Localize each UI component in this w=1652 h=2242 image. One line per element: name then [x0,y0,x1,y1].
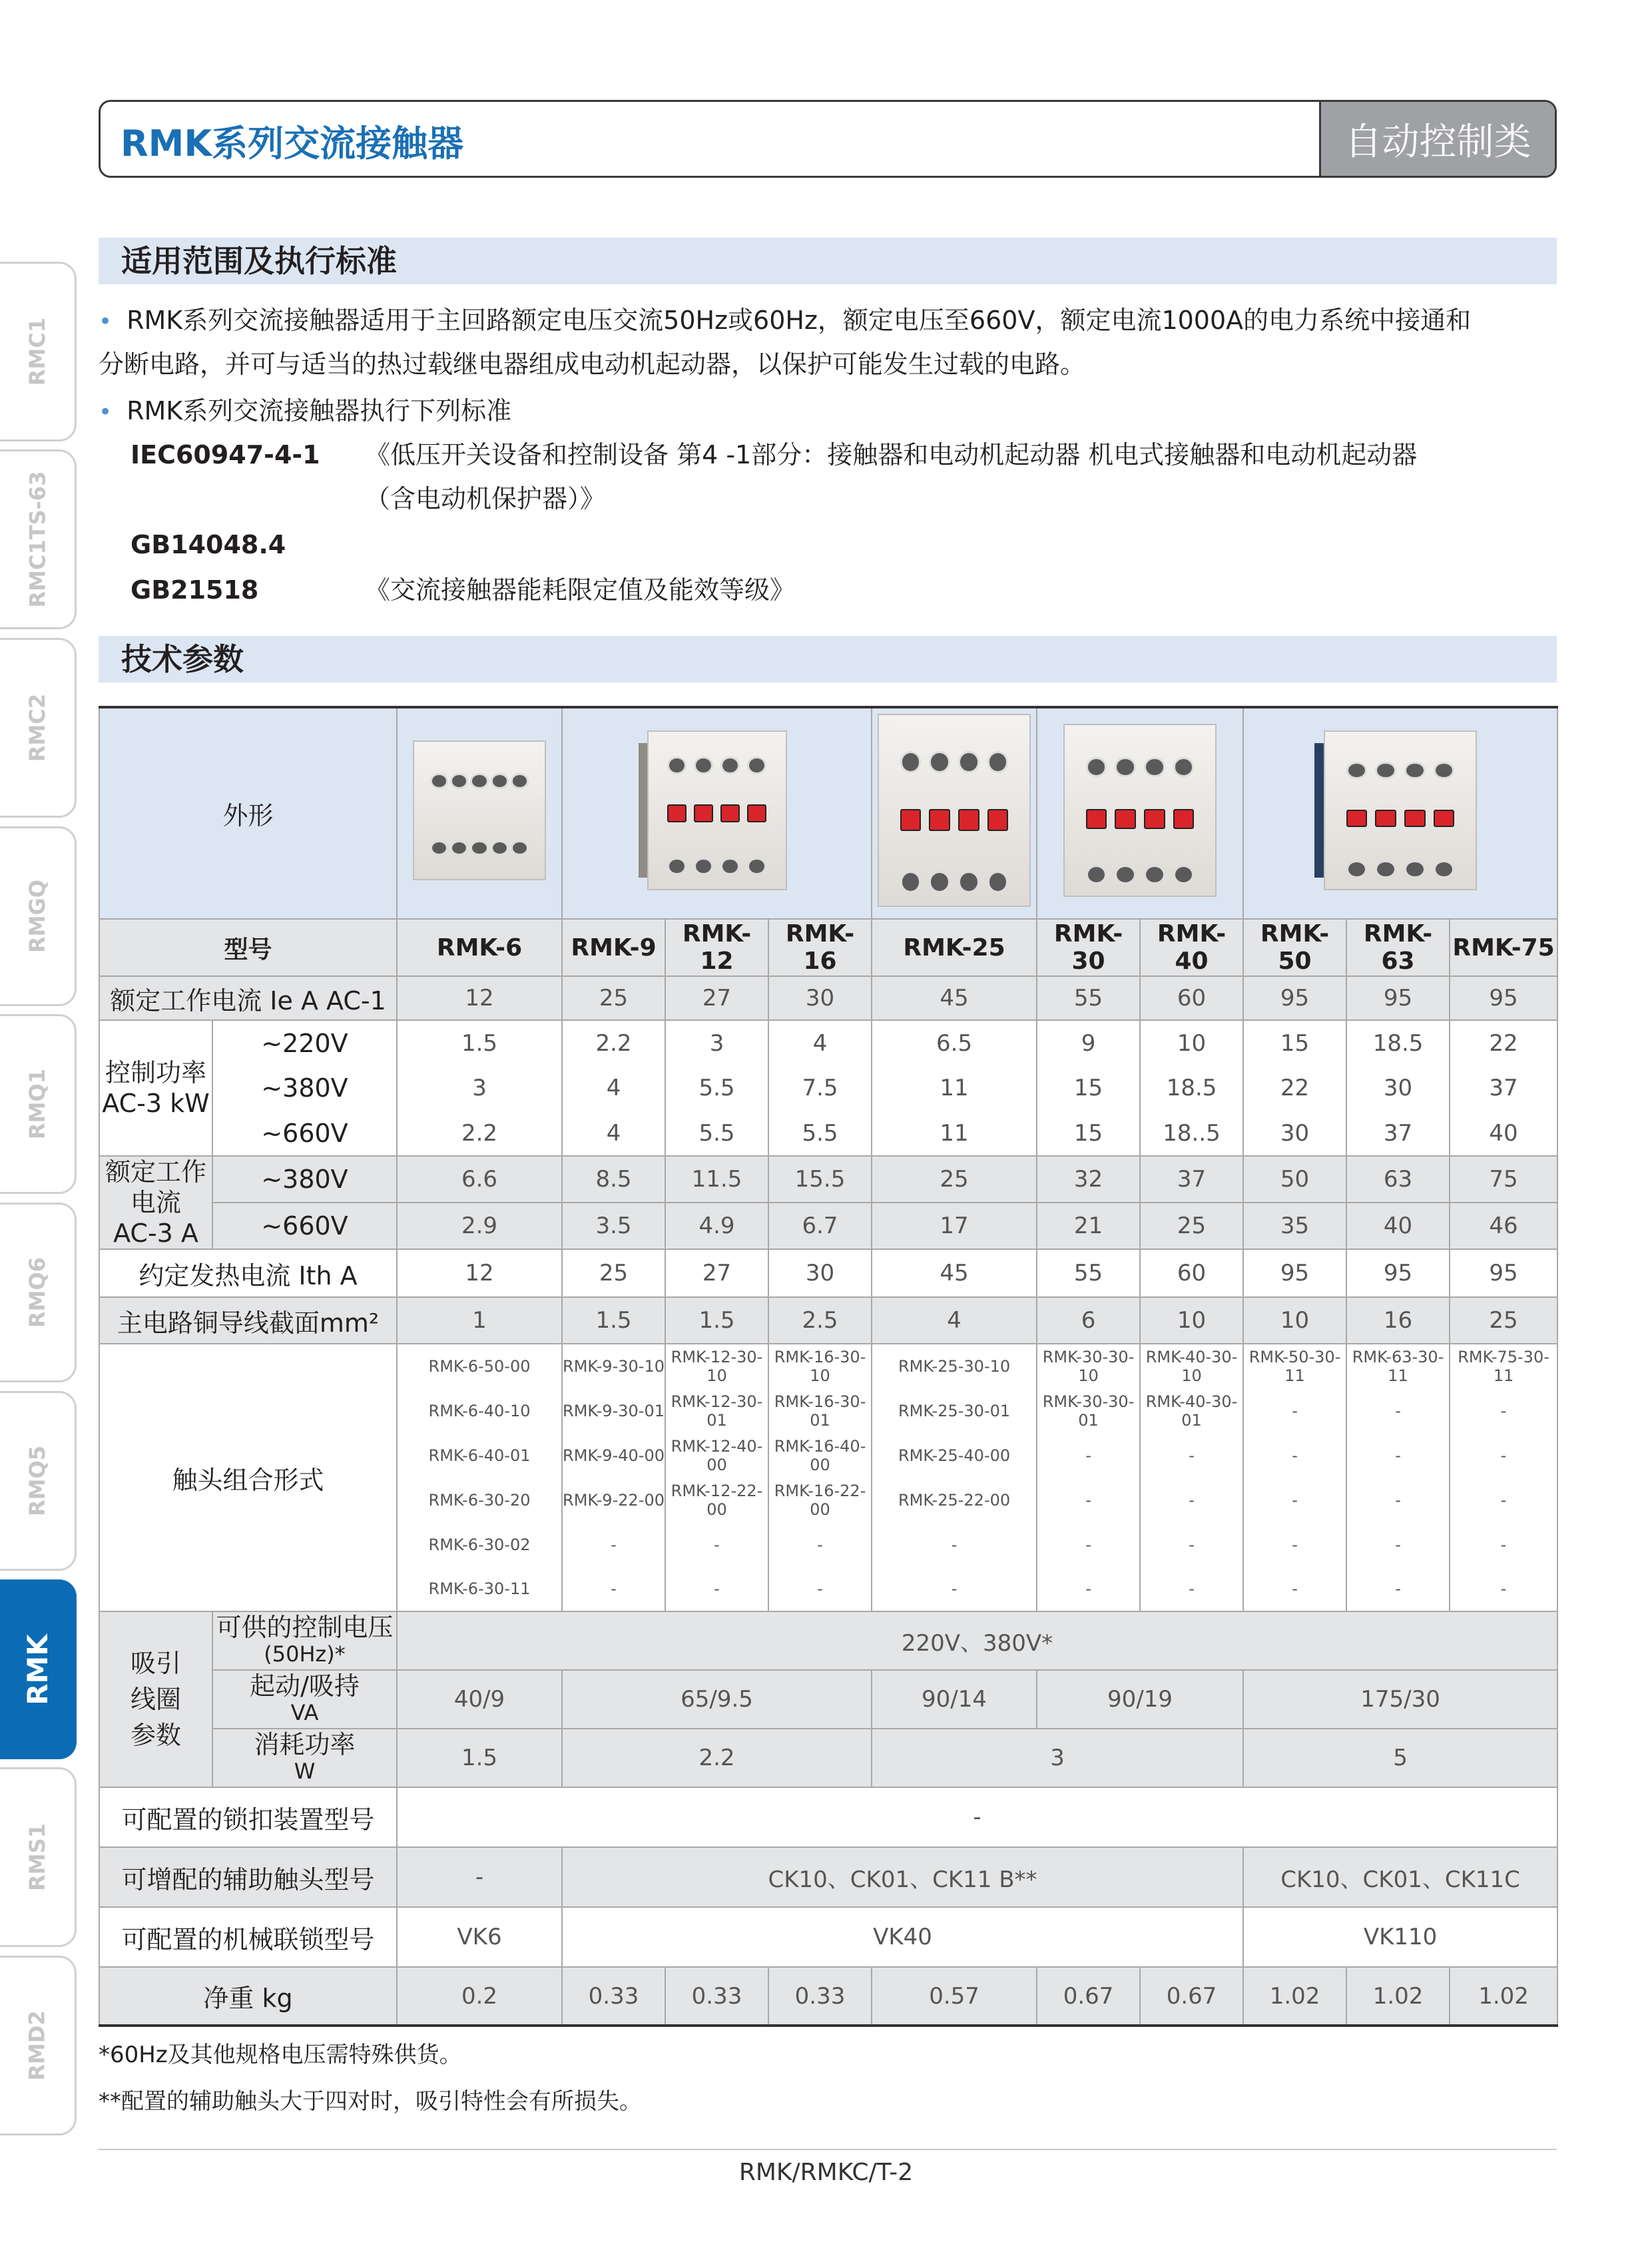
value-cell: 15 [1037,1065,1140,1111]
product-image-rmk25 [872,707,1037,919]
contact-cell: - [1140,1522,1243,1567]
value-cell: VK6 [397,1907,562,1967]
value-cell: 95 [1450,1249,1557,1297]
contact-cell: - [1346,1388,1450,1433]
value-cell: 90/19 [1037,1670,1243,1729]
contact-cell: - [1140,1433,1243,1478]
coil-w-label: 消耗功率 W [212,1729,397,1787]
model-cell: RMK-9 [562,919,665,976]
contact-cell: - [1140,1478,1243,1522]
side-tab-rmgq[interactable]: RMGQ [0,826,77,1006]
value-cell: 65/9.5 [562,1670,872,1729]
contact-cell: RMK-16-40-00 [768,1433,872,1478]
model-cell: RMK-40 [1140,919,1243,976]
contact-cell: RMK-9-30-10 [562,1344,665,1388]
contact-cell: RMK-30-30-01 [1037,1388,1140,1433]
coil-voltage-value: 220V、380V* [397,1611,1557,1670]
value-cell: CK10、CK01、CK11C [1243,1847,1557,1907]
value-cell: 1.5 [665,1297,768,1344]
value-cell: 0.2 [397,1967,562,2026]
contact-cell: RMK-40-30-10 [1140,1344,1243,1388]
value-cell: 30 [768,976,872,1020]
value-cell: 0.33 [768,1967,872,2026]
contact-cell: - [1450,1388,1557,1433]
voltage-label: ~380V [212,1156,397,1203]
coil-va-row [99,1670,1557,1729]
product-image-rmk50-75 [1243,707,1557,919]
ac3-row [99,1203,1557,1249]
value-cell: 60 [1140,1249,1243,1297]
value-cell: 63 [1346,1156,1450,1203]
wire-row [99,1297,1557,1344]
value-cell: 1.02 [1450,1967,1557,2026]
value-cell: 1 [397,1297,562,1344]
contact-cell: - [562,1522,665,1567]
product-image-rmk30-40 [1037,707,1243,919]
value-cell: 18.5 [1346,1020,1450,1065]
model-cell: RMK-63 [1346,919,1450,976]
value-cell: 6.5 [872,1020,1037,1065]
value-cell: 60 [1140,976,1243,1020]
value-cell: 25 [1450,1297,1557,1344]
contact-cell: RMK-16-30-01 [768,1388,872,1433]
contact-cell: - [1243,1567,1346,1611]
value-cell: VK40 [562,1907,1243,1967]
contact-cell: RMK-12-22-00 [665,1478,768,1522]
contact-cell: - [1346,1433,1450,1478]
model-row [99,919,1557,976]
page-title: RMK系列交流接触器 [121,123,464,164]
weight-label: 净重 kg [99,1967,397,2026]
model-cell: RMK-50 [1243,919,1346,976]
side-tab-rmc2[interactable]: RMC2 [0,638,77,818]
value-cell: VK110 [1243,1907,1557,1967]
side-tab-rmc1ts-63[interactable]: RMC1TS-63 [0,449,77,629]
contact-cell: RMK-25-30-10 [872,1344,1037,1388]
value-cell: 25 [872,1156,1037,1203]
appearance-label: 外形 [99,707,397,919]
value-cell: 16 [1346,1297,1450,1344]
value-cell: 95 [1243,1249,1346,1297]
value-cell: 2.2 [562,1729,872,1787]
voltage-label: ~660V [212,1203,397,1249]
contact-cell: - [1450,1478,1557,1522]
value-cell: 45 [872,976,1037,1020]
ac3-row [99,1156,1557,1203]
ith-label: 约定发热电流 Ith A [99,1249,397,1297]
side-tab-rmq6[interactable]: RMQ6 [0,1203,77,1382]
side-tab-rms1[interactable]: RMS1 [0,1767,77,1947]
value-cell: 5 [1243,1729,1557,1787]
value-cell: 55 [1037,976,1140,1020]
model-cell: RMK-16 [768,919,872,976]
contact-cell: RMK-6-30-02 [397,1522,562,1567]
value-cell: 95 [1346,976,1450,1020]
product-image-rmk6 [397,707,562,919]
value-cell: 35 [1243,1203,1346,1249]
value-cell: 30 [1243,1111,1346,1156]
value-cell: 18..5 [1140,1111,1243,1156]
value-cell: 4 [768,1020,872,1065]
value-cell: 18.5 [1140,1065,1243,1111]
value-cell: 1.5 [397,1020,562,1065]
standard-title: 《交流接触器能耗限定值及能效等级》 [365,575,796,605]
value-cell: 2.2 [397,1111,562,1156]
weight-row [99,1967,1557,2026]
value-cell: 0.67 [1140,1967,1243,2026]
value-cell: 27 [665,1249,768,1297]
model-cell: RMK-6 [397,919,562,976]
contact-cell: RMK-6-30-20 [397,1478,562,1522]
lock-label: 可配置的锁扣装置型号 [99,1787,397,1847]
contact-cell: - [1450,1567,1557,1611]
coil-label: 吸引 线圈 参数 [99,1611,212,1787]
coil-w-row [99,1729,1557,1787]
voltage-label: ~220V [212,1020,397,1065]
contact-cell: RMK-9-22-00 [562,1478,665,1522]
coil-voltage-row [99,1611,1557,1670]
standard-title-cont: （含电动机保护器）》 [365,484,606,513]
spec-table [99,706,1558,2027]
contact-cell: - [1037,1433,1140,1478]
footnote: **配置的辅助触头大于四对时，吸引特性会有所损失。 [99,2088,642,2115]
value-cell: 25 [562,976,665,1020]
contact-cell: RMK-6-40-10 [397,1388,562,1433]
contact-row [99,1344,1557,1388]
value-cell: 10 [1140,1020,1243,1065]
contact-cell: - [872,1522,1037,1567]
value-cell: 4 [562,1111,665,1156]
scope-bullet-1: • RMK系列交流接触器适用于主回路额定电压交流50Hz或60Hz，额定电压至660V，额定电流1000A的电力系统中接通和 [99,306,1472,335]
coil-voltage-label: 可供的控制电压 (50Hz)* [212,1611,397,1670]
power-label: 控制功率 AC-3 kW [99,1020,212,1156]
value-cell: 3 [397,1065,562,1111]
wire-label: 主电路铜导线截面mm² [99,1297,397,1344]
power-row [99,1020,1557,1065]
voltage-label: ~380V [212,1065,397,1111]
value-cell: 55 [1037,1249,1140,1297]
value-cell: 0.57 [872,1967,1037,2026]
value-cell: 6 [1037,1297,1140,1344]
scope-bullet-1-cont: 分断电路，并可与适当的热过载继电器组成电动机起动器，以保护可能发生过载的电路。 [99,350,1086,379]
category-label: 自动控制类 [1319,102,1555,176]
value-cell: 46 [1450,1203,1557,1249]
value-cell: 1.5 [562,1297,665,1344]
side-tab-rmq5[interactable]: RMQ5 [0,1391,77,1571]
contact-cell: - [1140,1567,1243,1611]
contact-cell: RMK-25-30-01 [872,1388,1037,1433]
contact-cell: RMK-6-40-01 [397,1433,562,1478]
rated-current-row [99,976,1557,1020]
rated-current-label: 额定工作电流 Ie A AC-1 [99,976,397,1020]
product-image-rmk9-16 [562,707,872,919]
contact-label: 触头组合形式 [99,1344,397,1611]
value-cell: 15.5 [768,1156,872,1203]
value-cell: 5.5 [665,1065,768,1111]
value-cell: 15 [1037,1111,1140,1156]
value-cell: 2.2 [562,1020,665,1065]
contact-cell: RMK-25-22-00 [872,1478,1037,1522]
ac3-label: 额定工作 电流 AC-3 A [99,1156,212,1249]
value-cell: 21 [1037,1203,1140,1249]
value-cell: 4 [562,1065,665,1111]
value-cell: 0.67 [1037,1967,1140,2026]
contact-cell: RMK-12-30-10 [665,1344,768,1388]
contact-cell: - [1346,1478,1450,1522]
power-row [99,1111,1557,1156]
contact-cell: RMK-50-30-11 [1243,1344,1346,1388]
value-cell: 12 [397,976,562,1020]
value-cell: 95 [1243,976,1346,1020]
contact-cell: - [768,1522,872,1567]
contact-cell: RMK-12-40-00 [665,1433,768,1478]
side-tab-rmq1[interactable]: RMQ1 [0,1014,77,1194]
value-cell: 3 [665,1020,768,1065]
value-cell: 1.02 [1243,1967,1346,2026]
contact-cell: RMK-16-30-10 [768,1344,872,1388]
model-cell: RMK-25 [872,919,1037,976]
section-heading-tech: 技术参数 [99,636,1557,683]
value-cell: 2.5 [768,1297,872,1344]
value-cell: 11 [872,1111,1037,1156]
page-header [99,100,1557,178]
value-cell: 22 [1243,1065,1346,1111]
contact-cell: - [1243,1522,1346,1567]
contact-cell: - [872,1567,1037,1611]
mech-label: 可配置的机械联锁型号 [99,1907,397,1967]
power-row [99,1065,1557,1111]
side-tab-rmc1[interactable]: RMC1 [0,262,77,441]
coil-va-label: 起动/吸持 VA [212,1670,397,1729]
value-cell: 1.02 [1346,1967,1450,2026]
page-number: RMK/RMKC/T-2 [738,2159,914,2186]
value-cell: 7.5 [768,1065,872,1111]
contact-cell: - [1450,1522,1557,1567]
value-cell: 25 [1140,1203,1243,1249]
value-cell: 25 [562,1249,665,1297]
contact-cell: RMK-16-22-00 [768,1478,872,1522]
value-cell: 40 [1450,1111,1557,1156]
contact-cell: RMK-6-30-11 [397,1567,562,1611]
contact-cell: - [1346,1522,1450,1567]
value-cell: 95 [1346,1249,1450,1297]
contact-cell: - [768,1567,872,1611]
value-cell: 32 [1037,1156,1140,1203]
contact-cell: - [1037,1478,1140,1522]
ith-row [99,1249,1557,1297]
value-cell: 11 [872,1065,1037,1111]
contact-cell: - [1243,1433,1346,1478]
contact-cell: - [1450,1433,1557,1478]
section-heading-scope: 适用范围及执行标准 [99,238,1557,284]
value-cell: 0.33 [665,1967,768,2026]
model-cell: RMK-30 [1037,919,1140,976]
voltage-label: ~660V [212,1111,397,1156]
value-cell: 9 [1037,1020,1140,1065]
bullet-icon: • [99,308,113,335]
lock-row [99,1787,1557,1847]
footer-divider [99,2149,1557,2150]
contact-cell: - [1037,1567,1140,1611]
contact-cell: RMK-12-30-01 [665,1388,768,1433]
value-cell: 40/9 [397,1670,562,1729]
contact-cell: RMK-9-30-01 [562,1388,665,1433]
value-cell: 15 [1243,1020,1346,1065]
contact-cell: RMK-40-30-01 [1140,1388,1243,1433]
value-cell: 37 [1346,1111,1450,1156]
value-cell: 45 [872,1249,1037,1297]
model-cell: RMK-12 [665,919,768,976]
value-cell: 30 [768,1249,872,1297]
value-cell: 3.5 [562,1203,665,1249]
value-cell: 17 [872,1203,1037,1249]
value-cell: 4 [872,1297,1037,1344]
contact-cell: - [665,1522,768,1567]
value-cell: 175/30 [1243,1670,1557,1729]
value-cell: 50 [1243,1156,1346,1203]
value-cell: 6.6 [397,1156,562,1203]
value-cell: 10 [1243,1297,1346,1344]
value-cell: 2.9 [397,1203,562,1249]
contact-cell: RMK-25-40-00 [872,1433,1037,1478]
standard-code: IEC60947-4-1 [131,440,320,469]
contact-cell: - [1243,1478,1346,1522]
bullet-icon: • [99,399,113,425]
value-cell: 6.7 [768,1203,872,1249]
contact-cell: - [1037,1522,1140,1567]
value-cell: 37 [1450,1065,1557,1111]
value-cell: 75 [1450,1156,1557,1203]
value-cell: 5.5 [665,1111,768,1156]
value-cell: 11.5 [665,1156,768,1203]
value-cell: 40 [1346,1203,1450,1249]
lock-value: - [397,1787,1557,1847]
contact-cell: - [1346,1567,1450,1611]
value-cell: 90/14 [872,1670,1037,1729]
value-cell: 3 [872,1729,1243,1787]
value-cell: CK10、CK01、CK11 B** [562,1847,1243,1907]
value-cell: 27 [665,976,768,1020]
model-cell: RMK-75 [1450,919,1557,976]
value-cell: 10 [1140,1297,1243,1344]
value-cell: 5.5 [768,1111,872,1156]
value-cell: 95 [1450,976,1557,1020]
model-label: 型号 [99,919,397,976]
side-tab-rmk[interactable]: RMK [0,1579,77,1759]
contact-cell: RMK-9-40-00 [562,1433,665,1478]
contact-cell: RMK-63-30-11 [1346,1344,1450,1388]
aux-row [99,1847,1557,1907]
standard-title: 《低压开关设备和控制设备 第4 -1部分：接触器和电动机起动器 机电式接触器和电动机起动器 [365,440,1418,469]
contact-cell: - [562,1567,665,1611]
value-cell: 30 [1346,1065,1450,1111]
contact-cell: RMK-75-30-11 [1450,1344,1557,1388]
appearance-row [99,707,1557,919]
value-cell: 1.5 [397,1729,562,1787]
value-cell: - [397,1847,562,1907]
mech-row [99,1907,1557,1967]
contact-cell: RMK-30-30-10 [1037,1344,1140,1388]
contact-cell: RMK-6-50-00 [397,1344,562,1388]
contact-cell: - [665,1567,768,1611]
value-cell: 4.9 [665,1203,768,1249]
side-tab-rmd2[interactable]: RMD2 [0,1956,77,2135]
value-cell: 8.5 [562,1156,665,1203]
aux-label: 可增配的辅助触头型号 [99,1847,397,1907]
value-cell: 0.33 [562,1967,665,2026]
footnote: *60Hz及其他规格电压需特殊供货。 [99,2042,462,2068]
standard-code: GB14048.4 [131,530,286,559]
value-cell: 12 [397,1249,562,1297]
scope-bullet-2: • RMK系列交流接触器执行下列标准 [99,396,512,425]
value-cell: 22 [1450,1020,1557,1065]
value-cell: 37 [1140,1156,1243,1203]
contact-cell: - [1243,1388,1346,1433]
standard-code: GB21518 [131,575,259,605]
